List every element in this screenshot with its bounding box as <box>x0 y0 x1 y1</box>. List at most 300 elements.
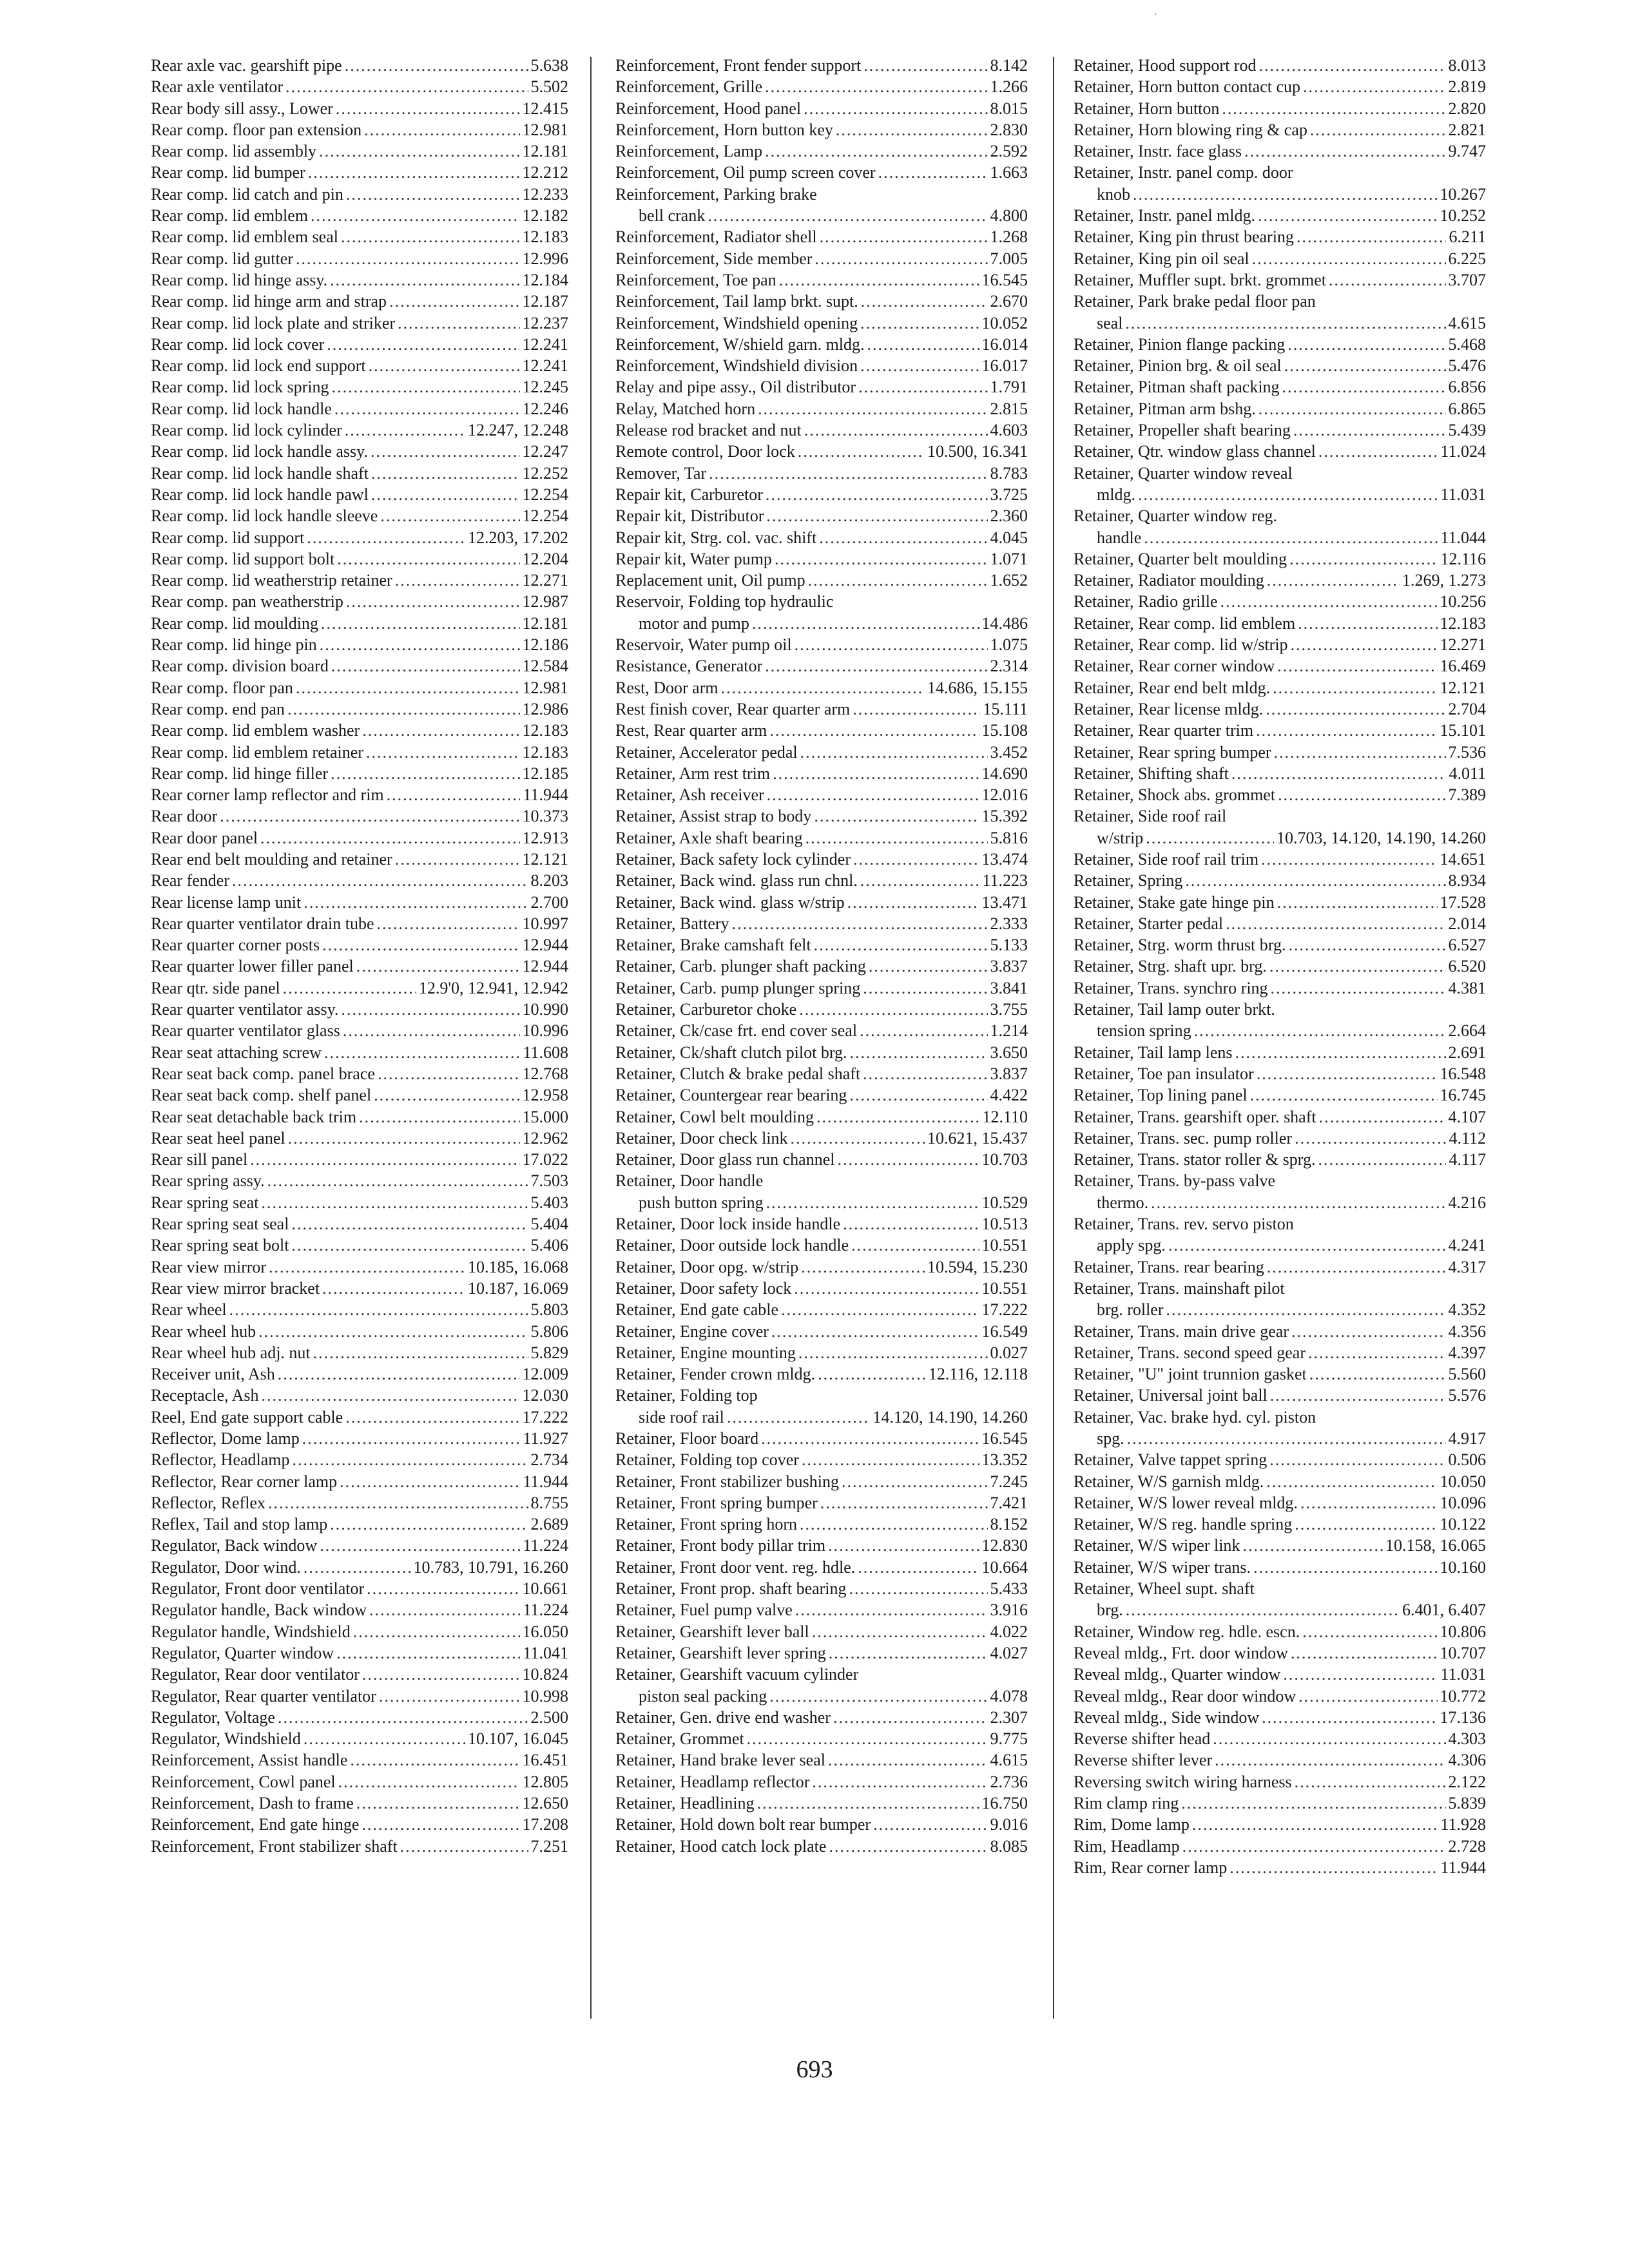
entry-page-ref: 4.078 <box>990 1686 1028 1706</box>
index-entry <box>615 312 1028 334</box>
dot-leader <box>1144 527 1438 548</box>
index-entry <box>151 720 568 741</box>
entry-name: Retainer, Radio grille <box>1074 592 1218 611</box>
dot-leader <box>379 1686 520 1707</box>
index-entry <box>1074 1042 1486 1063</box>
index-entry <box>1074 591 1486 612</box>
entry-page-ref: 4.356 <box>1448 1321 1486 1341</box>
index-entry <box>615 784 1028 805</box>
index-entry <box>1074 1621 1486 1642</box>
entry-name: Rear seat attaching screw <box>151 1043 322 1062</box>
entry-page-ref: 3.837 <box>990 1064 1028 1083</box>
index-entry <box>615 1599 1028 1620</box>
index-entry <box>1074 1449 1486 1470</box>
entry-page-ref: 5.806 <box>530 1321 568 1341</box>
index-entry <box>615 441 1028 462</box>
index-entry <box>151 441 568 462</box>
index-entry <box>151 1621 568 1642</box>
dot-leader <box>1273 677 1437 698</box>
index-entry <box>615 205 1028 226</box>
entry-name: Rear comp. lid lock cylinder <box>151 421 342 440</box>
entry-page-ref: 4.397 <box>1448 1343 1486 1362</box>
index-entry <box>151 892 568 913</box>
entry-page-ref: 12.415 <box>522 99 568 118</box>
entry-page-ref: 12.271 <box>522 571 568 590</box>
index-entry <box>1074 376 1486 398</box>
index-entry <box>615 355 1028 376</box>
entry-name: Retainer, Starter pedal <box>1074 914 1224 933</box>
index-entry <box>1074 226 1486 247</box>
entry-name: Rim clamp ring <box>1074 1794 1179 1813</box>
index-entry <box>615 248 1028 269</box>
entry-name: Rear comp. lid lock handle shaft <box>151 463 369 483</box>
index-entry <box>1074 463 1486 484</box>
entry-name: thermo. <box>1097 1193 1149 1212</box>
entry-name: Regulator, Back window <box>151 1536 318 1555</box>
entry-name: Rear comp. lid emblem retainer <box>151 742 363 762</box>
index-entry <box>151 698 568 720</box>
index-entry <box>151 1686 568 1707</box>
index-entry <box>151 999 568 1020</box>
entry-page-ref: 8.085 <box>990 1836 1028 1856</box>
entry-name: Rear comp. lid lock end support <box>151 356 366 376</box>
entry-name: Rear comp. lid lock handle sleeve <box>151 506 378 526</box>
dot-leader <box>400 1836 528 1857</box>
entry-page-ref: 10.050 <box>1440 1472 1486 1491</box>
dot-leader <box>341 999 519 1020</box>
dot-leader <box>1266 1471 1437 1492</box>
index-entry <box>615 677 1028 698</box>
entry-page-ref: 4.306 <box>1448 1751 1486 1770</box>
entry-name: Retainer, Carburetor choke <box>615 1000 797 1019</box>
dot-leader <box>1244 140 1445 162</box>
entry-name: Rear comp. division board <box>151 657 329 676</box>
index-entry <box>615 548 1028 570</box>
dot-leader <box>1278 784 1445 805</box>
entry-name: Retainer, Back safety lock cylinder <box>615 849 851 869</box>
entry-name: Retainer, Door outside lock handle <box>615 1236 849 1255</box>
entry-page-ref: 12.186 <box>522 635 568 655</box>
index-entry <box>151 1170 568 1191</box>
entry-page-ref: 10.703 <box>981 1150 1028 1169</box>
dot-leader <box>269 1256 465 1278</box>
entry-name: tension spring <box>1097 1021 1191 1041</box>
entry-page-ref: 12.981 <box>522 120 568 139</box>
dot-leader <box>364 119 519 140</box>
entry-name: Retainer, Door safety lock <box>615 1278 792 1298</box>
entry-name: Retainer, Horn blowing ring & cap <box>1074 120 1307 139</box>
index-entry <box>1074 334 1486 355</box>
index-entry <box>1074 1749 1486 1771</box>
dot-leader <box>860 1020 987 1041</box>
index-entry <box>615 419 1028 441</box>
entry-name: Rear comp. floor pan extension <box>151 120 362 139</box>
entry-name: Rear license lamp unit <box>151 892 302 912</box>
dot-leader <box>863 977 987 999</box>
entry-page-ref: 12.958 <box>522 1086 568 1105</box>
entry-name: Retainer, Instr. face glass <box>1074 142 1242 161</box>
entry-name: Rear spring seat bolt <box>151 1236 289 1255</box>
entry-name: Reversing switch wiring harness <box>1074 1772 1292 1791</box>
index-entry <box>151 1557 568 1578</box>
dot-leader <box>860 355 979 376</box>
index-entry <box>151 398 568 419</box>
entry-page-ref: 15.108 <box>981 721 1028 740</box>
entry-name: Retainer, Hold down bolt rear bumper <box>615 1815 871 1834</box>
index-entry <box>615 1471 1028 1492</box>
index-entry <box>151 1020 568 1041</box>
entry-page-ref: 12.183 <box>522 742 568 762</box>
entry-page-ref: 12.116, 12.118 <box>928 1365 1028 1384</box>
dot-leader <box>766 505 987 526</box>
entry-name: Reinforcement, Windshield division <box>615 356 858 376</box>
dot-leader <box>1138 484 1438 505</box>
entry-page-ref: 12.996 <box>522 249 568 268</box>
index-entry <box>151 527 568 548</box>
entry-page-ref: 3.650 <box>990 1043 1028 1062</box>
index-entry <box>151 1385 568 1406</box>
entry-name: Repair kit, Strg. col. vac. shift <box>615 528 817 547</box>
entry-page-ref: 12.121 <box>522 849 568 869</box>
index-entry <box>1074 1535 1486 1556</box>
dot-leader <box>765 655 987 677</box>
index-entry <box>151 1664 568 1685</box>
dot-leader <box>324 1042 521 1063</box>
dot-leader <box>229 1299 528 1320</box>
entry-page-ref: 8.783 <box>990 463 1028 483</box>
entry-name: Rear quarter corner posts <box>151 936 320 955</box>
entry-name: Rear comp. lid lock handle pawl <box>151 485 369 504</box>
entry-name: Retainer, Horn button contact cup <box>1074 77 1301 97</box>
entry-page-ref: 5.576 <box>1448 1386 1486 1405</box>
entry-name: Rear comp. lid hinge pin <box>151 635 317 655</box>
entry-name: seal <box>1097 313 1123 332</box>
entry-name: Reverse shifter lever <box>1074 1751 1213 1770</box>
entry-name: Retainer, Cowl belt moulding <box>615 1107 815 1126</box>
index-entry <box>615 1836 1028 1857</box>
index-entry <box>1074 205 1486 226</box>
index-entry <box>1074 398 1486 419</box>
entry-name: Reinforcement, Side member <box>615 249 813 268</box>
entry-page-ref: 5.560 <box>1448 1365 1486 1384</box>
entry-name: Rest, Rear quarter arm <box>615 721 767 740</box>
entry-page-ref: 4.045 <box>990 528 1028 547</box>
entry-page-ref: 16.750 <box>981 1794 1028 1813</box>
dot-leader <box>278 1363 520 1385</box>
entry-page-ref: 12.181 <box>522 613 568 633</box>
index-entry <box>151 1299 568 1320</box>
dot-leader <box>708 205 987 226</box>
entry-page-ref: 16.548 <box>1440 1064 1486 1083</box>
index-entry <box>1074 1771 1486 1792</box>
entry-page-ref: 10.551 <box>981 1236 1028 1255</box>
entry-page-ref: 15.000 <box>522 1107 568 1126</box>
dot-leader <box>356 1792 520 1814</box>
entry-page-ref: 12.252 <box>522 463 568 483</box>
entry-page-ref: 5.439 <box>1448 421 1486 440</box>
entry-page-ref: 0.506 <box>1448 1450 1486 1470</box>
index-entry <box>615 1299 1028 1320</box>
index-entry <box>151 226 568 247</box>
index-entry <box>615 827 1028 849</box>
index-entry <box>615 655 1028 677</box>
index-entry <box>1074 119 1486 140</box>
entry-page-ref: 4.352 <box>1448 1300 1486 1320</box>
entry-page-ref: 2.670 <box>990 292 1028 311</box>
index-entry <box>1074 870 1486 891</box>
dot-leader <box>819 527 987 548</box>
entry-page-ref: 9.016 <box>990 1815 1028 1834</box>
entry-page-ref: 16.017 <box>981 356 1028 376</box>
index-entry <box>1074 1321 1486 1342</box>
index-entry <box>615 977 1028 999</box>
entry-name: Retainer, Quarter belt moulding <box>1074 549 1287 568</box>
index-entry <box>151 570 568 591</box>
dot-leader <box>873 1814 987 1835</box>
entry-name: Retainer, Trans. by-pass valve <box>1074 1171 1276 1191</box>
entry-name: Reinforcement, Grille <box>615 77 763 97</box>
dot-leader <box>804 98 987 119</box>
index-entry <box>1074 1707 1486 1728</box>
entry-page-ref: 12.913 <box>522 828 568 847</box>
dot-leader <box>849 1578 988 1599</box>
entry-page-ref: 12.182 <box>522 206 568 226</box>
dot-leader <box>775 548 988 570</box>
dot-leader <box>345 55 528 76</box>
dot-leader <box>853 698 980 720</box>
dot-leader <box>313 1342 528 1363</box>
entry-page-ref: 12.183 <box>1440 613 1486 633</box>
entry-name: Rear comp. lid emblem <box>151 206 309 226</box>
dot-leader <box>1256 720 1437 741</box>
entry-name: Reinforcement, Windshield opening <box>615 313 858 332</box>
entry-name: Rear corner lamp reflector and rim <box>151 785 384 805</box>
index-entry <box>151 98 568 119</box>
entry-page-ref: 10.996 <box>522 1021 568 1041</box>
dot-leader <box>356 956 520 977</box>
entry-page-ref: 12.245 <box>522 378 568 397</box>
entry-name: Retainer, Battery <box>615 914 729 933</box>
entry-name: Retainer, Door lock inside handle <box>615 1215 841 1234</box>
entry-name: Rear view mirror <box>151 1257 267 1276</box>
entry-page-ref: 13.471 <box>981 892 1028 912</box>
entry-page-ref: 11.044 <box>1440 528 1486 547</box>
index-entry <box>151 1514 568 1535</box>
entry-page-ref: 8.015 <box>990 99 1028 118</box>
entry-page-ref: 1.652 <box>990 571 1028 590</box>
dot-leader <box>1267 1256 1446 1278</box>
entry-name: Retainer, King pin oil seal <box>1074 249 1249 268</box>
entry-name: Reinforcement, Parking brake <box>615 184 817 204</box>
dot-leader <box>1215 1749 1445 1771</box>
dot-leader <box>781 1299 979 1320</box>
dot-leader <box>304 1557 411 1578</box>
dot-leader <box>293 1449 528 1470</box>
dot-leader <box>1222 98 1445 119</box>
entry-name: Rear comp. lid lock cover <box>151 334 325 354</box>
index-entry <box>151 1256 568 1278</box>
dot-leader <box>1329 269 1445 291</box>
index-entry <box>1074 613 1486 634</box>
index-entry <box>1074 1128 1486 1149</box>
dot-leader <box>853 849 979 870</box>
index-entry <box>1074 140 1486 162</box>
entry-name: Retainer, Strg. worm thrust brg. <box>1074 936 1286 955</box>
entry-name: Reflector, Headlamp <box>151 1450 290 1470</box>
entry-name: Rear comp. lid emblem seal <box>151 227 338 247</box>
entry-page-ref: 6.401, 6.407 <box>1402 1600 1486 1620</box>
entry-name: Rear comp. lid hinge arm and strap <box>151 292 387 311</box>
entry-name: Retainer, Pitman shaft packing <box>1074 378 1280 397</box>
entry-name: Retainer, Arm rest trim <box>615 764 771 783</box>
index-entry <box>615 1686 1028 1707</box>
index-entry <box>1074 1407 1486 1428</box>
entry-name: Retainer, Front door vent. reg. hdle. <box>615 1557 856 1577</box>
entry-name: Retainer, Rear comp. lid w/strip <box>1074 635 1288 655</box>
dot-leader <box>369 1599 520 1620</box>
dot-leader <box>1291 634 1438 655</box>
entry-page-ref: 3.837 <box>990 957 1028 976</box>
dot-leader <box>362 1664 520 1685</box>
entry-page-ref: 10.122 <box>1440 1515 1486 1534</box>
index-entry <box>151 548 568 570</box>
entry-page-ref: 12.187 <box>522 292 568 311</box>
entry-page-ref: 13.352 <box>981 1450 1028 1470</box>
index-entry <box>151 870 568 891</box>
index-entry <box>151 355 568 376</box>
index-entry <box>615 1256 1028 1278</box>
entry-page-ref: 11.224 <box>523 1536 568 1555</box>
dot-leader <box>747 1728 988 1749</box>
index-entry <box>1074 1106 1486 1128</box>
dot-leader <box>340 1471 520 1492</box>
dot-leader <box>291 1235 528 1256</box>
entry-page-ref: 8.203 <box>530 871 568 890</box>
dot-leader <box>1295 1128 1446 1149</box>
entry-page-ref: 4.216 <box>1448 1193 1486 1212</box>
entry-name: Rear view mirror bracket <box>151 1278 320 1298</box>
dot-leader <box>330 269 519 291</box>
entry-page-ref: 4.317 <box>1448 1257 1486 1276</box>
entry-page-ref: 2.014 <box>1448 914 1486 933</box>
dot-leader <box>387 784 521 805</box>
entry-page-ref: 10.252 <box>1440 206 1486 226</box>
entry-page-ref: 6.225 <box>1448 249 1486 268</box>
entry-name: Reinforcement, Radiator shell <box>615 227 817 247</box>
dot-leader <box>341 226 520 247</box>
dot-leader <box>334 398 520 419</box>
index-entry <box>151 742 568 763</box>
entry-page-ref: 4.800 <box>990 206 1028 226</box>
dot-leader <box>1257 1063 1438 1084</box>
index-entry <box>1074 1299 1486 1320</box>
entry-page-ref: 4.422 <box>990 1086 1028 1105</box>
index-entry <box>151 140 568 162</box>
index-entry <box>615 1020 1028 1041</box>
index-entry <box>615 291 1028 312</box>
index-entry <box>615 55 1028 76</box>
entry-page-ref: 11.223 <box>982 871 1028 890</box>
entry-name: Retainer, Brake camshaft felt <box>615 936 811 955</box>
index-entry <box>151 956 568 977</box>
entry-name: Retainer, Headlining <box>615 1794 755 1813</box>
index-entry <box>151 1836 568 1857</box>
dot-leader <box>860 312 979 334</box>
dot-leader <box>765 76 987 97</box>
index-entry <box>151 1578 568 1599</box>
entry-page-ref: 11.031 <box>1440 1665 1486 1684</box>
index-entry <box>615 1385 1028 1406</box>
index-entry <box>1074 1192 1486 1213</box>
index-entry <box>1074 184 1486 205</box>
index-entry <box>151 1814 568 1835</box>
entry-name: Retainer, Ck/case frt. end cover seal <box>615 1021 858 1041</box>
entry-name: Retainer, Back wind. glass w/strip <box>615 892 845 912</box>
index-entry <box>1074 1278 1486 1299</box>
entry-page-ref: 10.160 <box>1440 1557 1486 1577</box>
entry-name: Rear comp. lid support bolt <box>151 549 335 568</box>
entry-name: Reinforcement, Horn button key <box>615 120 833 139</box>
dot-leader <box>808 570 988 591</box>
entry-name: Retainer, W/S garnish mldg. <box>1074 1472 1264 1491</box>
entry-name: Retainer, Fender crown mldg. <box>615 1365 816 1384</box>
dot-leader <box>812 1771 987 1792</box>
index-entry <box>1074 484 1486 505</box>
entry-name: Rest finish cover, Rear quarter arm <box>615 699 851 718</box>
index-entry <box>151 1106 568 1128</box>
entry-page-ref: 4.112 <box>1449 1128 1486 1148</box>
entry-name: Retainer, End gate cable <box>615 1300 779 1320</box>
entry-name: Regulator handle, Windshield <box>151 1622 351 1641</box>
entry-page-ref: 11.224 <box>523 1600 568 1620</box>
index-entry <box>615 1128 1028 1149</box>
entry-page-ref: 2.122 <box>1448 1772 1486 1791</box>
index-entry <box>615 334 1028 355</box>
entry-page-ref: 7.389 <box>1448 785 1486 805</box>
dot-leader <box>343 1020 520 1041</box>
entry-name: Retainer, Quarter window reveal <box>1074 463 1293 483</box>
entry-page-ref: 4.381 <box>1448 978 1486 997</box>
entry-page-ref: 10.267 <box>1440 184 1486 204</box>
dot-leader <box>321 613 520 634</box>
index-entry <box>151 977 568 999</box>
index-entry <box>615 742 1028 763</box>
entry-page-ref: 3.707 <box>1448 270 1486 289</box>
entry-page-ref: 12.183 <box>522 721 568 740</box>
dot-leader <box>1295 1771 1446 1792</box>
dot-leader <box>232 870 528 891</box>
entry-page-ref: 12.650 <box>522 1794 568 1813</box>
entry-name: Retainer, Horn button <box>1074 99 1220 118</box>
entry-name: Rear seat back comp. panel brace <box>151 1064 375 1083</box>
dot-leader <box>1151 1192 1445 1213</box>
entry-name: Rear door panel <box>151 828 258 847</box>
entry-page-ref: 10.661 <box>522 1579 568 1599</box>
dot-leader <box>1282 376 1446 398</box>
entry-name: Retainer, Tail lamp lens <box>1074 1043 1233 1062</box>
index-entry <box>615 870 1028 891</box>
entry-page-ref: 10.806 <box>1440 1622 1486 1641</box>
dot-leader <box>732 913 988 934</box>
dot-leader <box>869 956 988 977</box>
entry-name: Retainer, Rear spring bumper <box>1074 742 1271 762</box>
entry-name: spg. <box>1097 1429 1124 1448</box>
entry-page-ref: 11.928 <box>1440 1815 1486 1834</box>
entry-name: Rear comp. lid bumper <box>151 163 305 182</box>
dot-leader <box>398 312 519 334</box>
index-entry <box>151 1063 568 1084</box>
dot-leader <box>752 613 979 634</box>
